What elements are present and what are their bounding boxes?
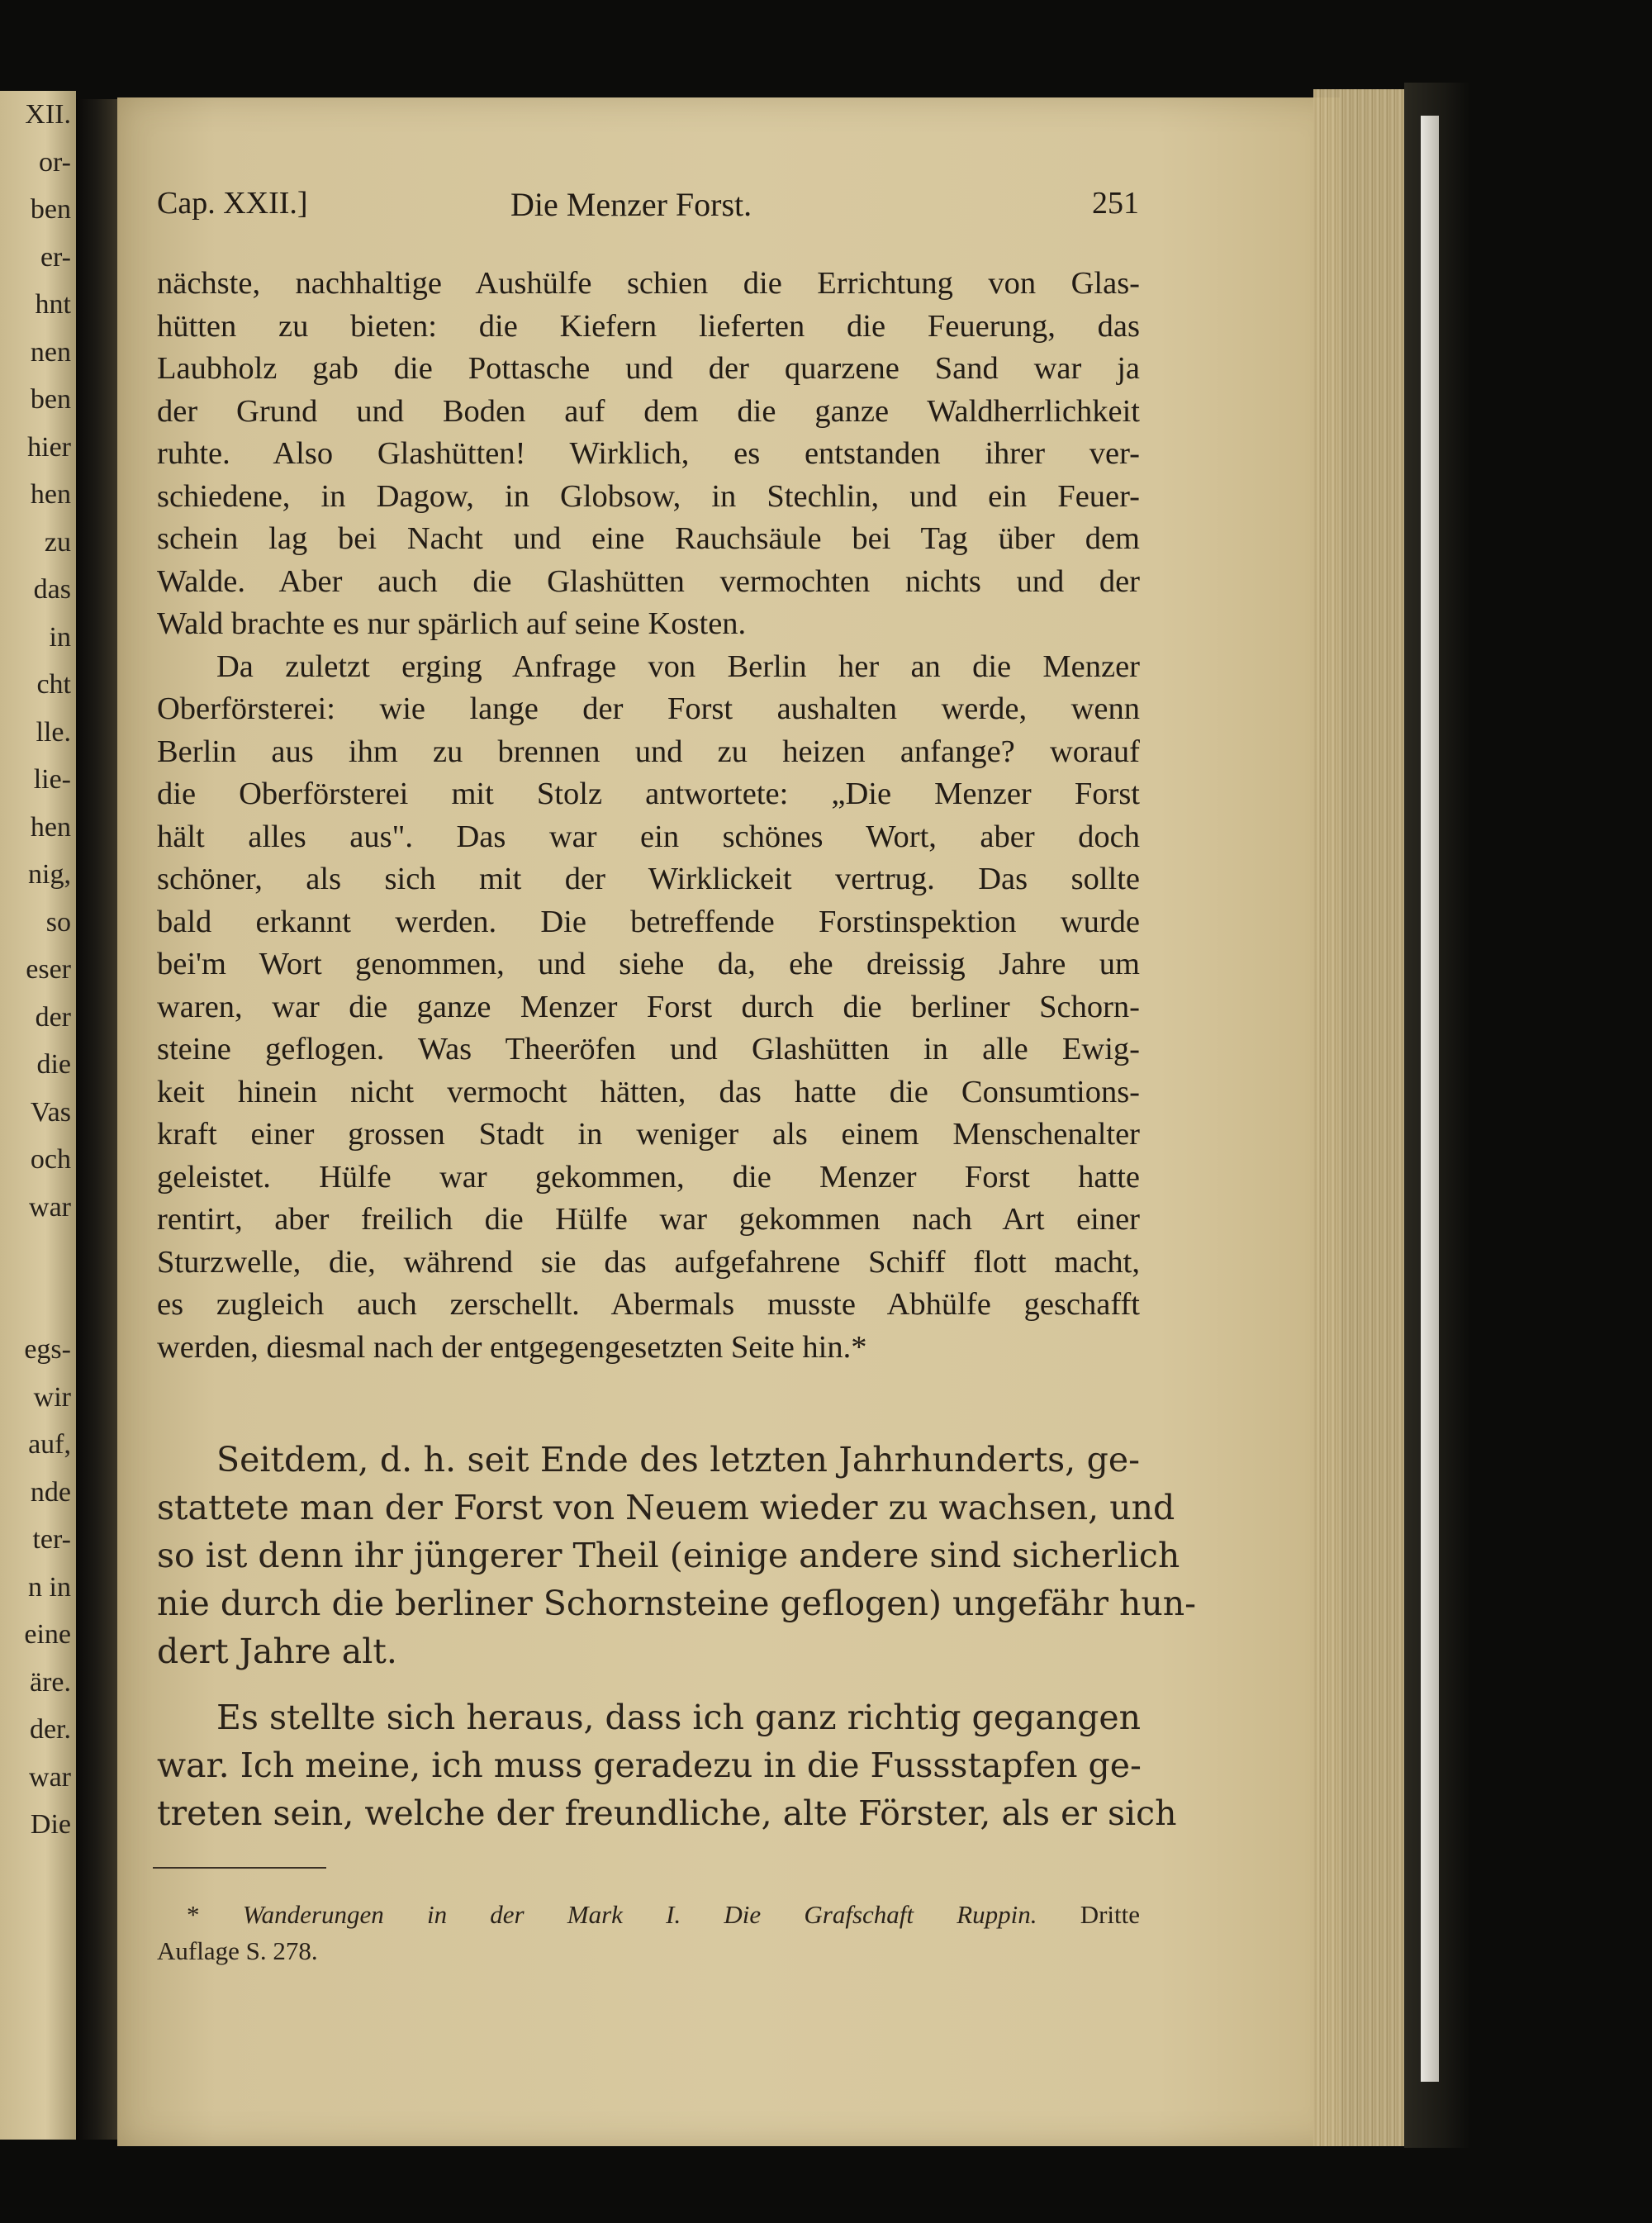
text-line: kraft einer grossen Stadt in weniger als einem Menschenalter — [157, 1117, 1140, 1152]
text-line: die Oberförsterei mit Stolz antwortete: „Die Menzer Forst — [157, 777, 1140, 811]
text-line: Walde. Aber auch die Glashütten vermochten nichts und der — [157, 563, 1140, 599]
text-line: waren, war die ganze Menzer Forst durch die berliner Schorn- — [157, 989, 1140, 1024]
margin-fragment: nen — [30, 336, 71, 368]
margin-fragment: lle. — [36, 716, 71, 748]
margin-fragment: wir — [33, 1381, 71, 1413]
text-line: Es stellte sich heraus, dass ich ganz richtig gegangen — [216, 1698, 1142, 1737]
text-line: schein lag bei Nacht und eine Rauchsäule bei Tag über dem — [157, 521, 1140, 556]
chapter-label: Cap. XXII.] — [157, 186, 308, 221]
margin-fragment: hier — [27, 431, 71, 463]
margin-fragment: ter- — [32, 1524, 71, 1555]
footnote-title: Wanderungen in der Mark I. Die Grafschaft Ruppin. — [242, 1900, 1037, 1929]
margin-fragment: or- — [39, 146, 71, 178]
margin-fragment: der. — [29, 1714, 71, 1745]
text-line: hält alles aus". Das war ein schönes Wort, aber doch — [157, 819, 1140, 854]
text-line: Da zuletzt erging Anfrage von Berlin her an die Menzer — [216, 648, 1140, 684]
text-line: Wald brachte es nur spärlich auf seine Kosten. — [157, 606, 747, 641]
text-line: es zugleich auch zerschellt. Abermals musste Abhülfe geschafft — [157, 1287, 1140, 1322]
text-line: keit hinein nicht vermocht hätten, das hatte die Consumtions- — [157, 1074, 1140, 1109]
margin-fragment: nig, — [28, 859, 71, 890]
text-line: war. Ich meine, ich muss geradezu in die Fussstapfen ge- — [157, 1746, 1142, 1785]
text-line: Laubholz gab die Pottasche und der quarzene Sand war ja — [157, 351, 1140, 386]
text-line: rentirt, aber freilich die Hülfe war gekommen nach Art einer — [157, 1202, 1140, 1237]
margin-fragment: lie- — [33, 764, 71, 795]
text-line: Sturzwelle, die, während sie das aufgefahrene Schiff flott macht, — [157, 1244, 1140, 1280]
left-page-edge — [0, 91, 76, 2140]
margin-fragment: Die — [30, 1809, 71, 1840]
footnote-edition: Dritte — [1080, 1900, 1141, 1929]
text-line: bald erkannt werden. Die betreffende Forstinspektion wurde — [157, 904, 1140, 939]
footnote-line-1 — [157, 1897, 1140, 1933]
margin-fragment: cht — [36, 669, 71, 700]
text-line: schöner, als sich mit der Wirklickeit vertrug. Das sollte — [157, 862, 1140, 896]
margin-fragment: egs- — [24, 1334, 71, 1365]
text-line: Berlin aus ihm zu brennen und zu heizen anfange? worauf — [157, 734, 1140, 769]
text-line: Seitdem, d. h. seit Ende des letzten Jahrhunderts, ge- — [216, 1440, 1140, 1480]
text-line: so ist denn ihr jüngerer Theil (einige andere sind sicherlich — [157, 1536, 1180, 1575]
margin-fragment: zu — [44, 526, 71, 558]
margin-fragment: so — [45, 906, 71, 938]
book-gutter — [76, 99, 117, 2140]
page-number: 251 — [1092, 186, 1139, 221]
inserted-text-block — [157, 1436, 1197, 1837]
margin-fragment: war — [29, 1761, 71, 1793]
margin-fragment: hen — [30, 479, 71, 510]
text-line: hütten zu bieten: die Kiefern lieferten die Feuerung, das — [157, 308, 1140, 344]
margin-fragment — [0, 1231, 76, 1279]
text-line: treten sein, welche der freundliche, alte Förster, als er sich — [157, 1793, 1177, 1833]
margin-fragment: hen — [30, 811, 71, 843]
left-page-margin-text — [0, 91, 76, 1849]
text-line: stattete man der Forst von Neuem wieder zu wachsen, und — [157, 1488, 1175, 1527]
margin-fragment: n in — [28, 1571, 71, 1603]
text-line: nie durch die berliner Schornsteine geflogen) ungefähr hun- — [157, 1584, 1197, 1623]
margin-fragment: auf, — [28, 1429, 71, 1460]
margin-fragment: war — [29, 1191, 71, 1223]
margin-fragment: hnt — [35, 289, 71, 320]
running-title: Die Menzer Forst. — [510, 186, 752, 223]
main-text-block — [157, 263, 1140, 1369]
footnote-line-2: Auflage S. 278. — [157, 1936, 318, 1965]
margin-fragment: der — [35, 1001, 71, 1033]
margin-fragment: eine — [24, 1619, 71, 1650]
text-line: dert Jahre alt. — [157, 1632, 397, 1671]
margin-fragment: äre. — [29, 1666, 71, 1698]
margin-fragment: die — [36, 1049, 71, 1080]
text-line: steine geflogen. Was Theeröfen und Glashütten in alle Ewig- — [157, 1032, 1140, 1066]
margin-fragment: och — [30, 1144, 71, 1175]
margin-fragment: Vas — [30, 1096, 71, 1128]
margin-fragment: in — [49, 621, 71, 653]
cover-edge — [1421, 116, 1439, 2082]
footnote-marker: * — [187, 1900, 200, 1929]
margin-fragment: ben — [30, 384, 71, 415]
text-line: nächste, nachhaltige Aushülfe schien die Errichtung von Glas- — [157, 266, 1140, 301]
text-line: der Grund und Boden auf dem die ganze Waldherrlichkeit — [157, 393, 1140, 429]
text-line: werden, diesmal nach der entgegengesetzten Seite hin.* — [157, 1329, 867, 1365]
footnote — [157, 1897, 1140, 1969]
margin-fragment — [0, 1279, 76, 1327]
text-line: Oberförsterei: wie lange der Forst aushalten werde, wenn — [157, 691, 1140, 726]
margin-fragment: er- — [40, 241, 71, 273]
margin-fragment: das — [33, 574, 71, 605]
margin-fragment: eser — [26, 954, 71, 985]
text-line: ruhte. Also Glashütten! Wirklich, es entstanden ihrer ver- — [157, 436, 1140, 471]
margin-fragment: nde — [30, 1476, 71, 1508]
footnote-rule — [153, 1867, 326, 1869]
text-line: bei'm Wort genommen, und siehe da, ehe dreissig Jahre um — [157, 947, 1140, 981]
margin-fragment: XII. — [25, 99, 71, 130]
margin-fragment: ben — [30, 194, 71, 225]
running-header — [157, 185, 1148, 235]
text-line: geleistet. Hülfe war gekommen, die Menzer Forst hatte — [157, 1159, 1140, 1195]
text-line: schiedene, in Dagow, in Globsow, in Stechlin, und ein Feuer- — [157, 478, 1140, 514]
